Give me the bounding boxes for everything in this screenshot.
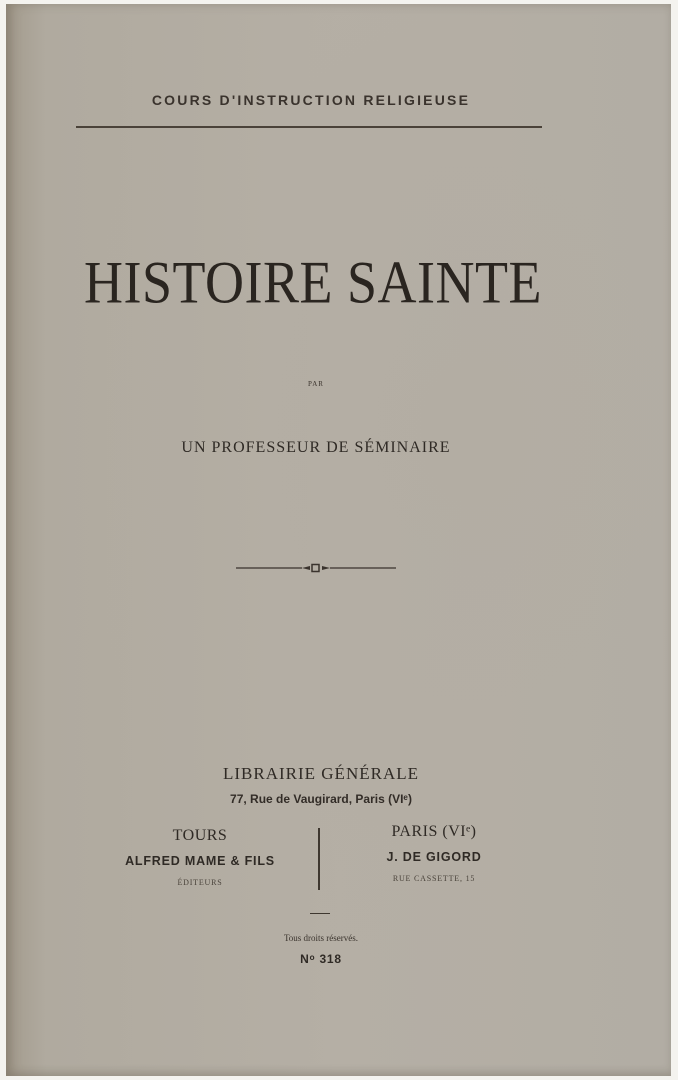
author-line: UN PROFESSEUR DE SÉMINAIRE	[181, 439, 451, 456]
publisher-right	[336, 822, 532, 883]
vertical-divider	[318, 828, 320, 890]
series-title: COURS D'INSTRUCTION RELIGIEUSE	[151, 92, 471, 108]
city-paris: PARIS (VIᵉ)	[391, 823, 477, 840]
book-title: HISTOIRE SAINTE	[84, 248, 542, 316]
rights-notice: Tous droits réservés.	[283, 933, 359, 943]
book-number: Nᵒ 318	[300, 952, 342, 966]
city-tours: TOURS	[172, 827, 228, 844]
publisher-role: ÉDITEURS	[177, 878, 223, 887]
par-label: PAR	[308, 380, 324, 388]
small-rule	[310, 913, 330, 914]
book-cover	[6, 4, 671, 1076]
series-rule	[76, 126, 542, 128]
publisher-left	[102, 826, 298, 887]
publisher-name: LIBRAIRIE GÉNÉRALE	[222, 764, 419, 783]
publisher-mame: ALFRED MAME & FILS	[125, 854, 275, 868]
publisher-street: RUE CASSETTE, 15	[392, 874, 476, 883]
publisher-address: 77, Rue de Vaugirard, Paris (VIᵉ)	[230, 792, 412, 806]
publisher-gigord: J. DE GIGORD	[386, 850, 482, 864]
ornament-divider-icon	[236, 561, 396, 575]
